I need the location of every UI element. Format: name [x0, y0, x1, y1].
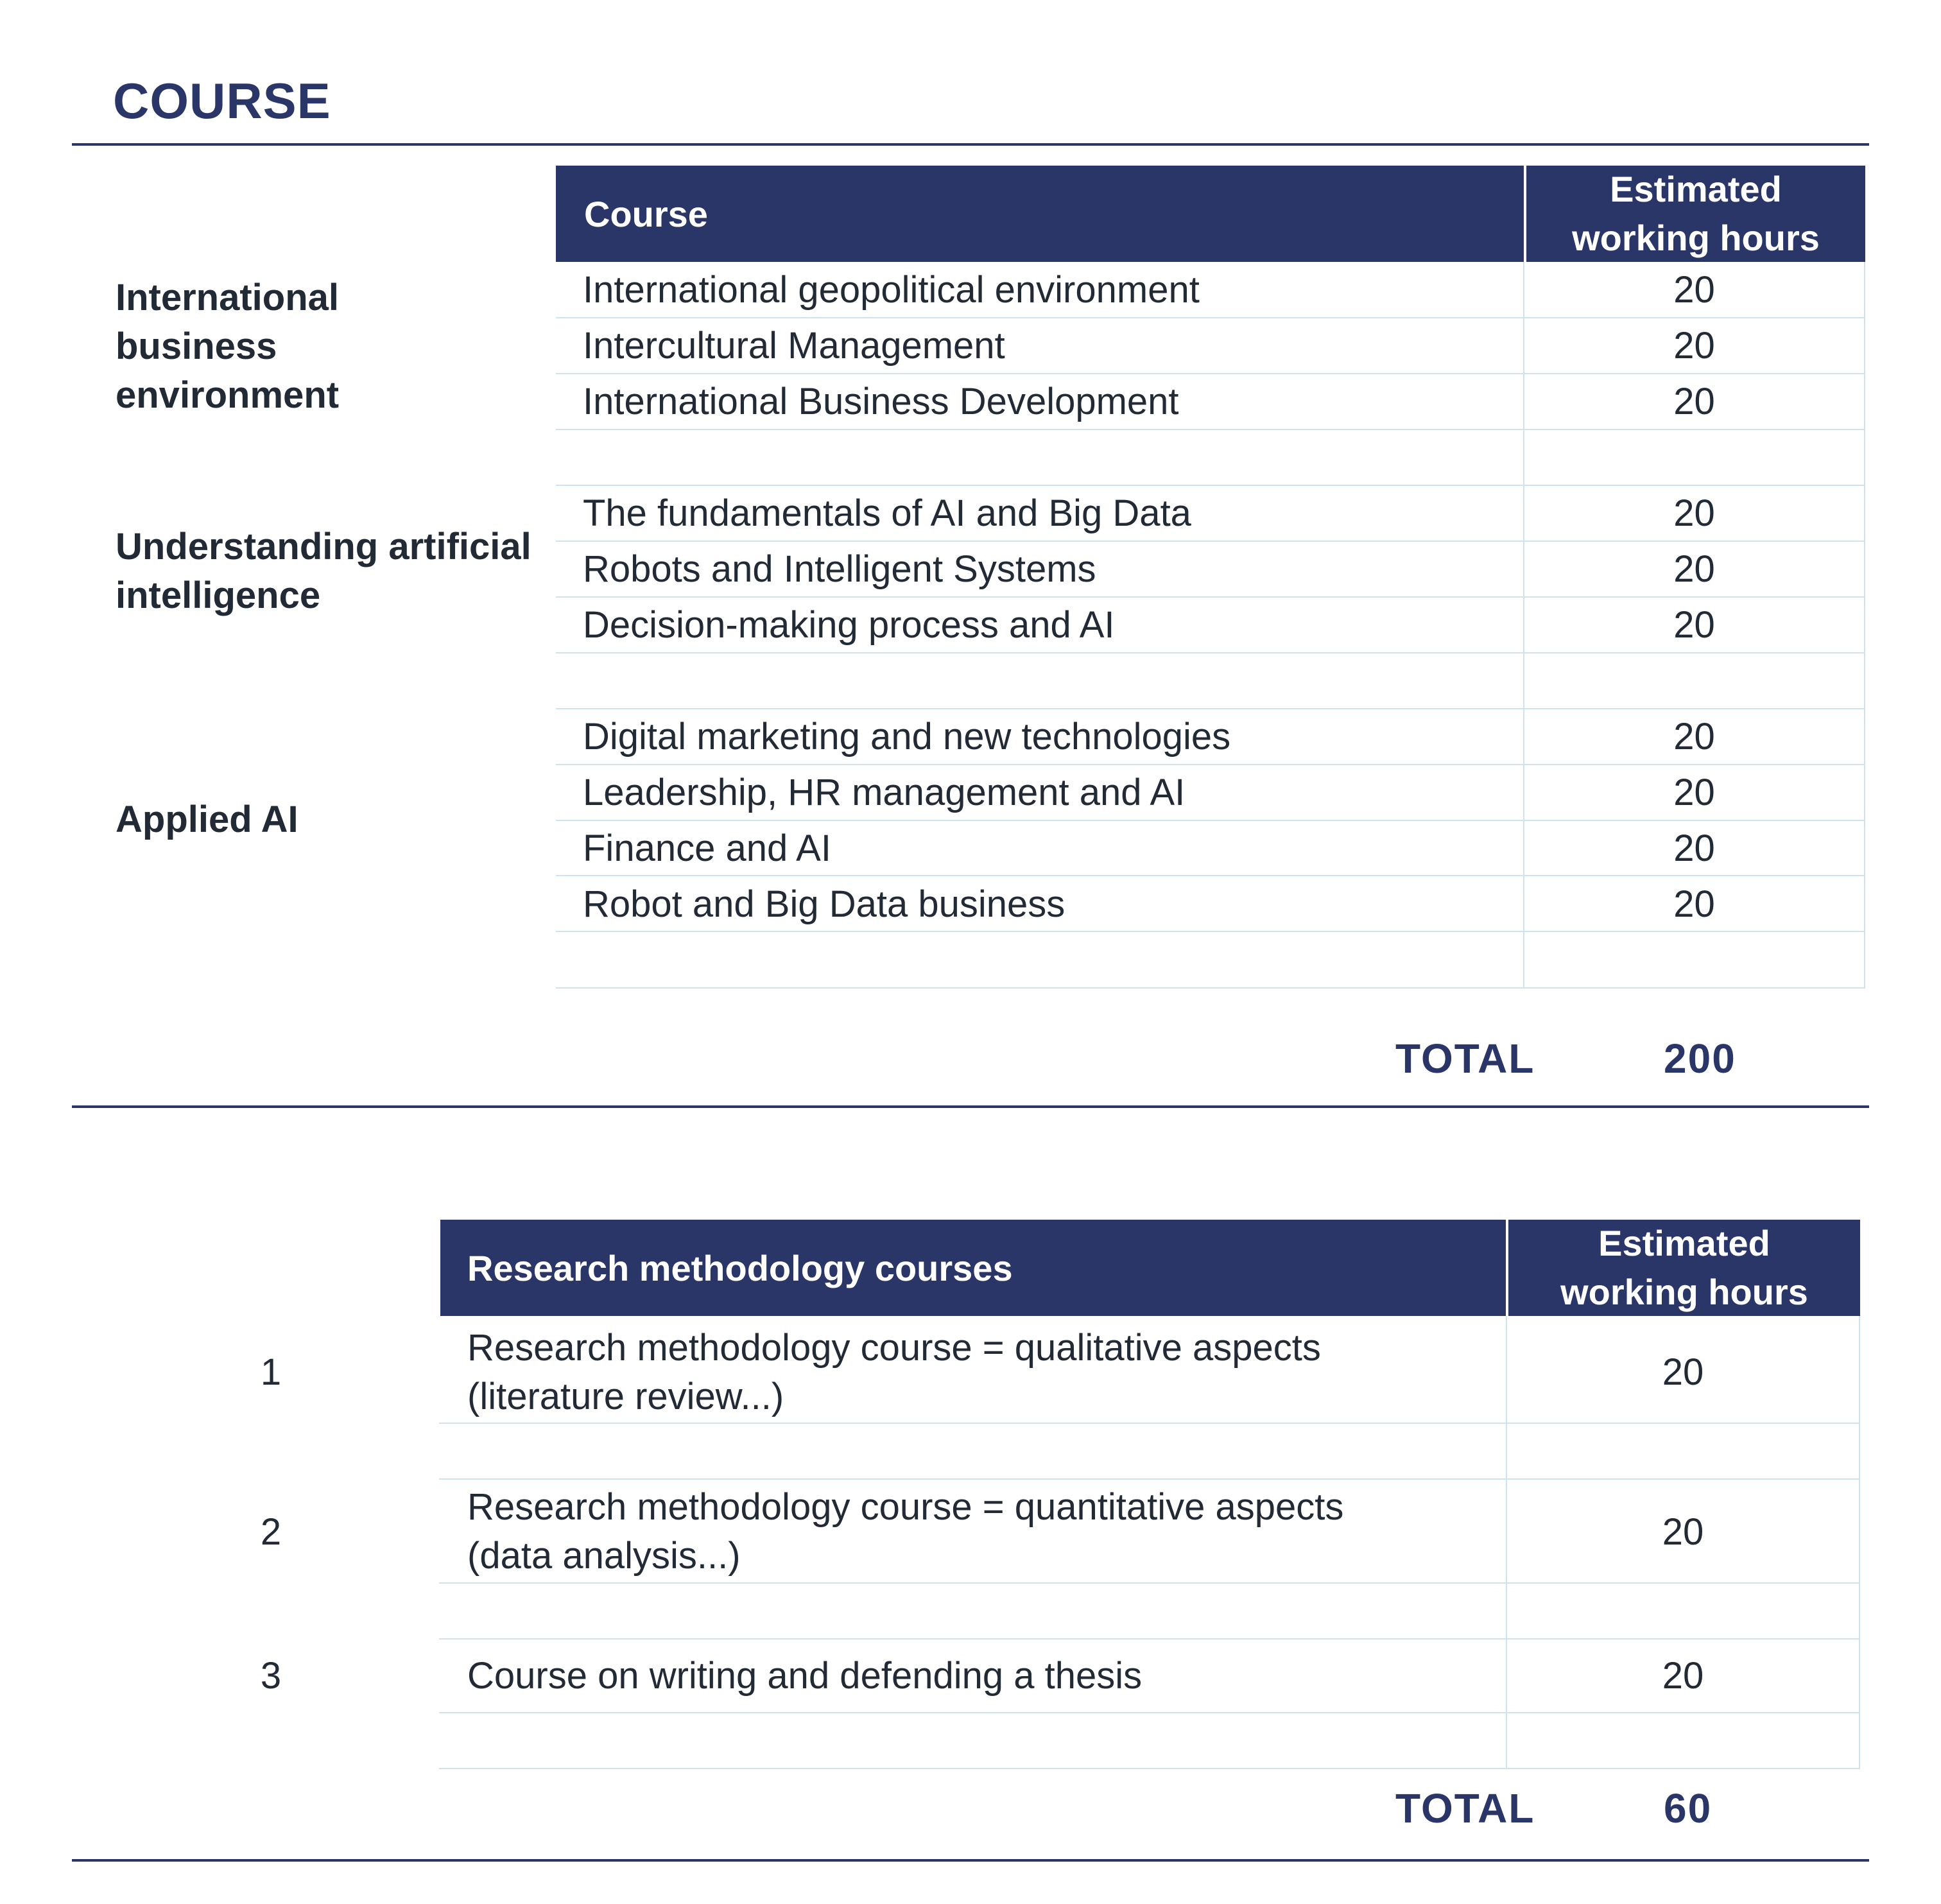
- course-name: Leadership, HR management and AI: [583, 772, 1186, 813]
- table-right-border: [1859, 1316, 1860, 1769]
- course-hours: 20: [1673, 772, 1715, 813]
- course-hours: 20: [1673, 325, 1715, 367]
- row-line: [556, 485, 1865, 486]
- course-name-line2: (literature review...): [467, 1376, 784, 1417]
- row-line: [439, 1478, 1860, 1480]
- course-name: Intercultural Management: [583, 325, 1005, 367]
- page-title: COURSE: [113, 73, 331, 129]
- course-hours: 20: [1673, 548, 1715, 590]
- row-line: [556, 596, 1865, 598]
- row-line: [556, 652, 1865, 653]
- group-label: Understanding artificial intelligence: [116, 526, 531, 616]
- row-number: 2: [260, 1511, 282, 1553]
- course-name-line2: (data analysis...): [467, 1535, 741, 1577]
- row-line: [439, 1712, 1860, 1713]
- course-hours: 20: [1673, 381, 1715, 422]
- course-name: Digital marketing and new technologies: [583, 716, 1231, 757]
- course-name: The fundamentals of AI and Big Data: [583, 492, 1191, 534]
- total-value: 200: [1664, 1035, 1736, 1082]
- group-label: International business environment: [116, 277, 340, 416]
- course-hours: 20: [1673, 883, 1715, 925]
- table-header: [440, 1220, 1860, 1316]
- course-hours: 20: [1673, 269, 1715, 311]
- course-hours: 20: [1662, 1511, 1704, 1553]
- row-line: [556, 708, 1865, 709]
- course-name: Robot and Big Data business: [583, 883, 1065, 925]
- row-line: [439, 1768, 1860, 1769]
- total-label: TOTAL: [1395, 1035, 1535, 1082]
- header-hours: [1526, 166, 1865, 262]
- course-hours: 20: [1673, 604, 1715, 646]
- bottom-divider: [72, 1859, 1869, 1862]
- row-line: [556, 317, 1865, 318]
- table-header: [556, 166, 1865, 262]
- row-line: [439, 1638, 1860, 1640]
- row-line: [439, 1582, 1860, 1584]
- header-hours-label: Estimated working hours: [1560, 1223, 1808, 1312]
- course-hours: 20: [1662, 1655, 1704, 1697]
- header-hours-label: Estimated working hours: [1572, 169, 1820, 258]
- top-divider: [72, 143, 1869, 146]
- course-name-line1: Course on writing and defending a thesis: [467, 1655, 1143, 1697]
- total-label: TOTAL: [1395, 1785, 1535, 1831]
- row-line: [556, 875, 1865, 876]
- header-course: Course: [584, 193, 708, 234]
- header-course: Research methodology courses: [467, 1247, 1013, 1288]
- course-name: International geopolitical environment: [583, 269, 1200, 311]
- course-name: International Business Development: [583, 381, 1179, 422]
- course-name: Robots and Intelligent Systems: [583, 548, 1096, 590]
- total-value: 60: [1664, 1785, 1712, 1831]
- course-name: Decision-making process and AI: [583, 604, 1115, 646]
- course-hours: 20: [1673, 716, 1715, 757]
- row-line: [556, 820, 1865, 821]
- row-line: [556, 541, 1865, 542]
- middle-divider: [72, 1105, 1869, 1108]
- course-hours: 20: [1662, 1351, 1704, 1393]
- row-number: 3: [260, 1655, 282, 1697]
- row-number: 1: [260, 1351, 282, 1393]
- row-line: [556, 373, 1865, 374]
- course-hours: 20: [1673, 492, 1715, 534]
- row-line: [556, 987, 1865, 989]
- header-hours: [1508, 1220, 1860, 1316]
- course-name-line1: Research methodology course = quantitative aspects: [467, 1486, 1344, 1528]
- row-line: [556, 429, 1865, 430]
- row-line: [556, 931, 1865, 932]
- course-name: Finance and AI: [583, 827, 831, 869]
- row-line: [556, 764, 1865, 765]
- course-hours: 20: [1673, 827, 1715, 869]
- course-name-line1: Research methodology course = qualitative aspects: [467, 1327, 1321, 1369]
- row-line: [439, 1423, 1860, 1424]
- table-right-border: [1864, 262, 1865, 989]
- group-label: Applied AI: [116, 799, 298, 840]
